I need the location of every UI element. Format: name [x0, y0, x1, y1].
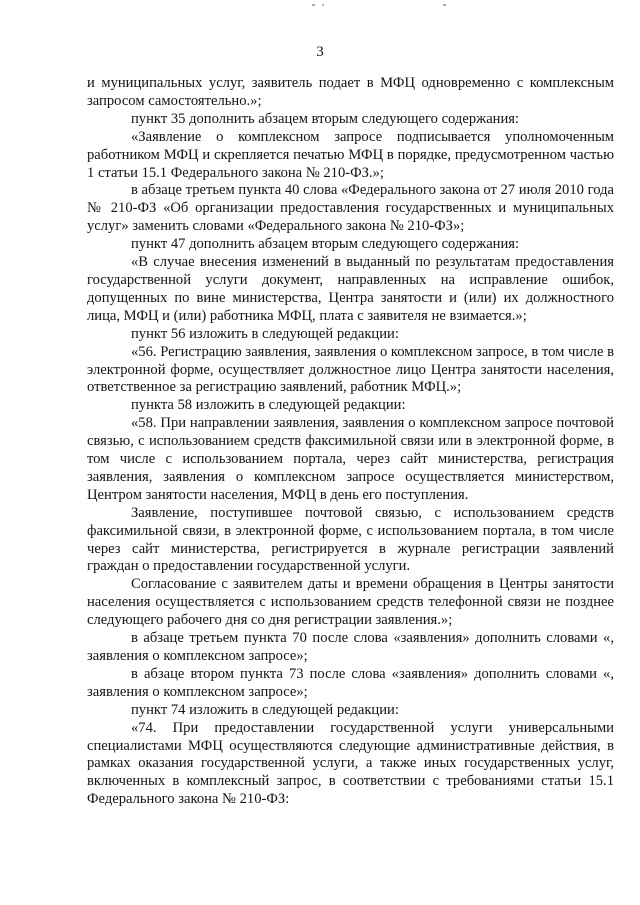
paragraph: «58. При направлении заявления, заявления о комплексном запросе почтовой связью, с использованием средств факсимильной связи или в электронной форме, в том числе с использованием портала, через сайт министерства, регистрация заявления, заявления о комплексном запросе осуществляется министерством, Центром занятости населения, МФЦ в день его поступления. [87, 415, 614, 503]
paragraph: «Заявление о комплексном запросе подписывается уполномоченным работником МФЦ и скрепляется печатью МФЦ в порядке, предусмотренном частью 1 статьи 15.1 Федерального закона № 210-ФЗ.»; [87, 128, 614, 181]
paragraph: и муниципальных услуг, заявитель подает в МФЦ одновременно с комплексным запросом самостоятельно.»; [87, 75, 614, 109]
scan-artifact [312, 4, 315, 6]
paragraph: в абзаце третьем пункта 40 слова «Федерального закона от 27 июля 2010 года № 210-ФЗ «Об организации предоставления государственных и муниципальных услуг» заменить словами «Федерального закона № 210-ФЗ»; [87, 182, 614, 235]
paragraph: «56. Регистрацию заявления, заявления о комплексном запросе, в том числе в электронной форме, осуществляет должностное лицо Центра занятости населения, ответственное за регистрацию заявлений, работник МФЦ.»; [87, 343, 614, 396]
paragraph: «74. При предоставлении государственной услуги универсальными специалистами МФЦ осуществляются следующие административные действия, в рамках оказания государственной услуги, а также иных государственных услуг, включенных в комплексный запрос, в соответствии с требованиями статьи 15.1 Федерального закона № 210-ФЗ: [87, 719, 614, 808]
paragraph: пункт 74 изложить в следующей редакции: [131, 701, 399, 718]
paragraph: пункта 58 изложить в следующей редакции: [131, 397, 406, 414]
scan-artifact [443, 4, 446, 6]
paragraph: пункт 35 дополнить абзацем вторым следующего содержания: [131, 110, 520, 127]
paragraph: в абзаце третьем пункта 70 после слова «заявления» дополнить словами «, заявления о комплексном запросе»; [87, 630, 614, 664]
paragraph: «В случае внесения изменений в выданный по результатам предоставления государственной услуги документ, направленных на исправление ошибок, допущенных по вине министерства, Центра занятости и (или) их должностного лица, МФЦ и (или) работника МФЦ, плата с заявителя не взимается.»; [87, 254, 614, 324]
paragraph: Заявление, поступившее почтовой связью, с использованием средств факсимильной связи, в электронной форме, с использованием портала, в том числе через сайт министерства, регистрируется в журнале регистрации заявлений граждан о предоставлении государственной услуги. [87, 504, 614, 575]
document-body [87, 75, 614, 809]
paragraph: пункт 47 дополнить абзацем вторым следующего содержания: [131, 236, 520, 253]
page-number: 3 [316, 44, 324, 60]
paragraph: пункт 56 изложить в следующей редакции: [131, 325, 399, 342]
paragraph: в абзаце втором пункта 73 после слова «заявления» дополнить словами «, заявления о комплексном запросе»; [87, 665, 614, 700]
paragraph: Согласование с заявителем даты и времени обращения в Центры занятости населения осуществляется с использованием средств телефонной связи не позднее следующего рабочего дня со дня регистрации заявления.»; [87, 576, 614, 629]
scan-artifact [322, 4, 324, 6]
